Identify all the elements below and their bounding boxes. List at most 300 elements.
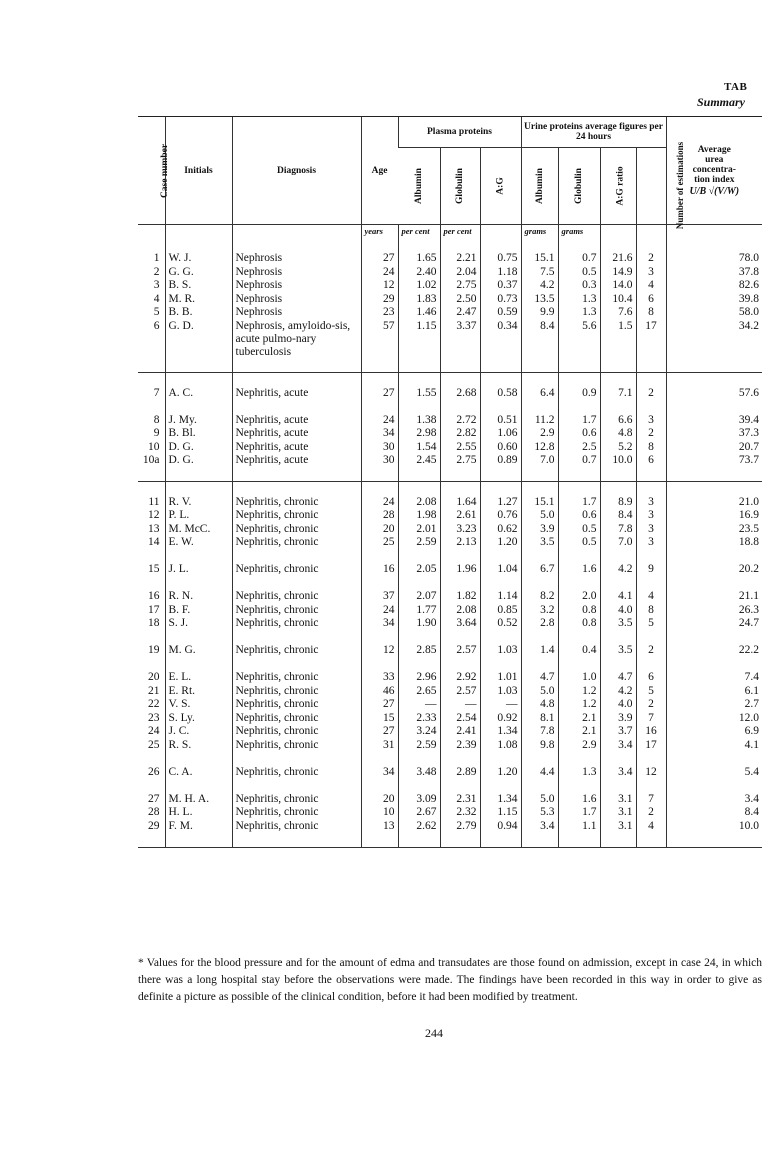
cell-uglob: 1.2	[558, 698, 600, 712]
cell-age: 24	[361, 496, 398, 510]
cell-ualb: 6.7	[521, 563, 558, 577]
cell-ag: 1.20	[480, 766, 521, 780]
col-header-plasma-albumin: Albumin	[413, 168, 424, 204]
cell-uglob: 0.6	[558, 427, 600, 441]
table-row	[138, 563, 762, 577]
cell-case: 21	[148, 684, 160, 697]
cell-ag: 0.37	[480, 279, 521, 293]
cell-initials: A. C.	[165, 387, 232, 401]
cell-initials: M. McC.	[165, 523, 232, 537]
cell-num: 2	[636, 806, 666, 820]
cell-initials: D. G.	[165, 441, 232, 455]
unit-albumin: per cent	[398, 225, 440, 239]
cell-alb: 1.54	[398, 441, 440, 455]
cell-glob: 2.61	[440, 509, 480, 523]
cell-glob: 2.08	[440, 604, 480, 618]
cell-ag: 1.06	[480, 427, 521, 441]
cell-glob: 2.50	[440, 293, 480, 307]
cell-ualb: 4.7	[521, 671, 558, 685]
table-row	[138, 427, 762, 441]
cell-urea: 23.5	[666, 523, 762, 537]
cell-ag: 1.27	[480, 496, 521, 510]
cell-glob: 2.21	[440, 252, 480, 266]
cell-ag: 1.04	[480, 563, 521, 577]
cell-diagnosis: Nephritis, chronic	[232, 698, 361, 712]
cell-uag: 3.5	[600, 644, 636, 658]
cell-ualb: 3.5	[521, 536, 558, 550]
cell-glob: 2.13	[440, 536, 480, 550]
col-header-urine-albumin: Albumin	[521, 148, 558, 225]
cell-ualb: 15.1	[521, 496, 558, 510]
cell-ag: 0.85	[480, 604, 521, 618]
cell-urea: 6.1	[666, 685, 762, 699]
cell-uglob: 0.4	[558, 644, 600, 658]
cell-diagnosis: Nephritis, chronic	[232, 563, 361, 577]
col-header-urine-ag-ratio: A:G ratio	[600, 148, 636, 225]
cell-num: 17	[636, 739, 666, 753]
cell-urea: 58.0	[666, 306, 762, 320]
cell-urea: 24.7	[666, 617, 762, 631]
cell-case: 12	[148, 509, 160, 521]
cell-urea: 78.0	[666, 252, 762, 266]
cell-ag: 0.75	[480, 252, 521, 266]
cell-ag: 0.73	[480, 293, 521, 307]
cell-ualb: 9.8	[521, 739, 558, 753]
cell-alb: 2.01	[398, 523, 440, 537]
cell-uglob: 1.7	[558, 414, 600, 428]
cell-case: 13	[148, 522, 160, 535]
cell-num: 6	[636, 293, 666, 307]
cell-diagnosis: Nephritis, chronic	[232, 671, 361, 685]
cell-alb: 2.65	[398, 685, 440, 699]
table-row	[138, 698, 762, 712]
cell-num: 3	[636, 509, 666, 523]
cell-urea: 73.7	[666, 454, 762, 468]
cell-alb: 2.59	[398, 536, 440, 550]
cell-initials: M. G.	[165, 644, 232, 658]
table-body	[138, 225, 762, 848]
table-row	[138, 712, 762, 726]
cell-age: 34	[361, 427, 398, 441]
cell-ag: 0.94	[480, 820, 521, 834]
cell-glob: 1.64	[440, 496, 480, 510]
cell-diagnosis: Nephritis, chronic	[232, 604, 361, 618]
col-header-diagnosis: Diagnosis	[232, 117, 361, 225]
table-row	[138, 320, 762, 359]
cell-num: 2	[636, 427, 666, 441]
cell-age: 13	[361, 820, 398, 834]
table-row	[138, 820, 762, 834]
cell-case: 5	[153, 306, 160, 318]
table-row	[138, 617, 762, 631]
cell-age: 27	[361, 252, 398, 266]
cell-num: 3	[636, 266, 666, 280]
cell-initials: E. L.	[165, 671, 232, 685]
cell-alb: 1.90	[398, 617, 440, 631]
cell-uglob: 0.8	[558, 604, 600, 618]
cell-uglob: 1.3	[558, 293, 600, 307]
cell-urea: 16.9	[666, 509, 762, 523]
cell-age: 27	[361, 725, 398, 739]
cell-uag: 3.4	[600, 739, 636, 753]
cell-alb: 3.24	[398, 725, 440, 739]
cell-ualb: 8.2	[521, 590, 558, 604]
cell-initials: B. S.	[165, 279, 232, 293]
table-row	[138, 671, 762, 685]
cell-initials: H. L.	[165, 806, 232, 820]
cell-ag: 1.03	[480, 644, 521, 658]
cell-alb: 2.07	[398, 590, 440, 604]
cell-diagnosis: Nephrosis	[232, 293, 361, 307]
cell-ag: 1.15	[480, 806, 521, 820]
cell-num: 3	[636, 536, 666, 550]
cell-alb: 3.09	[398, 793, 440, 807]
col-header-number-of-estimations: Number of estimations	[636, 148, 666, 225]
cell-ualb: 5.3	[521, 806, 558, 820]
cell-urea: 6.9	[666, 725, 762, 739]
cell-initials: J. C.	[165, 725, 232, 739]
cell-age: 37	[361, 590, 398, 604]
cell-ag: 0.89	[480, 454, 521, 468]
cell-uglob: 0.3	[558, 279, 600, 293]
cell-num: 5	[636, 617, 666, 631]
cell-age: 34	[361, 766, 398, 780]
cell-uag: 4.2	[600, 563, 636, 577]
table-row	[138, 496, 762, 510]
cell-diagnosis: Nephritis, chronic	[232, 523, 361, 537]
group-header-urine-proteins: Urine proteins average figures per 24 hours	[521, 117, 666, 148]
cell-alb: 1.83	[398, 293, 440, 307]
cell-uglob: 2.1	[558, 712, 600, 726]
cell-num: 2	[636, 387, 666, 401]
cell-alb: 2.45	[398, 454, 440, 468]
cell-case: 9	[153, 427, 160, 439]
cell-initials: W. J.	[165, 252, 232, 266]
cell-uglob: 2.1	[558, 725, 600, 739]
cell-uag: 1.5	[600, 320, 636, 359]
cell-glob: 1.96	[440, 563, 480, 577]
cell-diagnosis: Nephritis, acute	[232, 414, 361, 428]
cell-case: 22	[148, 698, 160, 710]
unit-urine-albumin: grams	[521, 225, 558, 239]
table-row	[138, 387, 762, 401]
cell-glob: 2.79	[440, 820, 480, 834]
cell-glob: 1.82	[440, 590, 480, 604]
cell-ualb: 8.4	[521, 320, 558, 359]
cell-ualb: 7.8	[521, 725, 558, 739]
cell-diagnosis: Nephritis, acute	[232, 387, 361, 401]
cell-age: 30	[361, 454, 398, 468]
cell-diagnosis: Nephritis, chronic	[232, 536, 361, 550]
cell-case: 23	[148, 711, 160, 724]
cell-urea: 37.3	[666, 427, 762, 441]
cell-case: 25	[148, 738, 160, 751]
cell-alb: 1.38	[398, 414, 440, 428]
table-row	[138, 454, 762, 468]
cell-glob: 2.39	[440, 739, 480, 753]
cell-initials: D. G.	[165, 454, 232, 468]
cell-diagnosis: Nephritis, chronic	[232, 685, 361, 699]
cell-uag: 3.9	[600, 712, 636, 726]
cell-initials: S. J.	[165, 617, 232, 631]
cell-uag: 7.6	[600, 306, 636, 320]
cell-age: 31	[361, 739, 398, 753]
cell-case: 4	[153, 292, 160, 305]
col-header-initials: Initials	[165, 117, 232, 225]
table-header	[138, 117, 762, 230]
cell-glob: 2.54	[440, 712, 480, 726]
cell-diagnosis: Nephritis, acute	[232, 427, 361, 441]
cell-urea: 2.7	[666, 698, 762, 712]
cell-initials: G. D.	[165, 320, 232, 359]
cell-diagnosis: Nephritis, chronic	[232, 806, 361, 820]
cell-age: 20	[361, 793, 398, 807]
cell-alb: 1.46	[398, 306, 440, 320]
cell-ualb: 7.5	[521, 266, 558, 280]
cell-ualb: 4.8	[521, 698, 558, 712]
cell-uglob: 0.5	[558, 266, 600, 280]
cell-uag: 4.8	[600, 427, 636, 441]
cell-ualb: 9.9	[521, 306, 558, 320]
table-row	[138, 766, 762, 780]
cell-diagnosis: Nephritis, chronic	[232, 617, 361, 631]
cell-urea: 34.2	[666, 320, 762, 359]
cell-age: 24	[361, 266, 398, 280]
cell-ag: 1.08	[480, 739, 521, 753]
cell-uag: 4.0	[600, 698, 636, 712]
urea-formula: U/B √(V/W)	[689, 185, 740, 197]
table-row	[138, 604, 762, 618]
cell-glob: 2.75	[440, 279, 480, 293]
cell-age: 20	[361, 523, 398, 537]
cell-urea: 12.0	[666, 712, 762, 726]
cell-num: 17	[636, 320, 666, 359]
cell-ualb: 5.0	[521, 685, 558, 699]
cell-initials: M. H. A.	[165, 793, 232, 807]
cell-uag: 10.0	[600, 454, 636, 468]
cell-alb: 1.65	[398, 252, 440, 266]
cell-num: 6	[636, 454, 666, 468]
cell-diagnosis: Nephrosis	[232, 279, 361, 293]
cell-uag: 7.1	[600, 387, 636, 401]
table-row	[138, 725, 762, 739]
cell-case: 10a	[142, 454, 160, 466]
cell-num: 16	[636, 725, 666, 739]
table-row	[138, 523, 762, 537]
cell-ag: 1.20	[480, 536, 521, 550]
cell-uag: 8.4	[600, 509, 636, 523]
cell-urea: 39.8	[666, 293, 762, 307]
cell-uag: 3.7	[600, 725, 636, 739]
cell-ag: 0.62	[480, 523, 521, 537]
cell-age: 12	[361, 644, 398, 658]
cell-ualb: 3.9	[521, 523, 558, 537]
table-row	[138, 279, 762, 293]
cell-urea: 26.3	[666, 604, 762, 618]
cell-case: 20	[148, 671, 160, 683]
cell-uglob: 0.8	[558, 617, 600, 631]
cell-alb: 2.40	[398, 266, 440, 280]
cell-ualb: 6.4	[521, 387, 558, 401]
cell-alb: 2.96	[398, 671, 440, 685]
cell-ag: 0.58	[480, 387, 521, 401]
cell-case: 1	[153, 252, 160, 264]
cell-ag: —	[480, 698, 521, 712]
cell-age: 30	[361, 441, 398, 455]
cell-initials: J. L.	[165, 563, 232, 577]
unit-urine-globulin: grams	[558, 225, 600, 239]
cell-uag: 7.8	[600, 523, 636, 537]
cell-age: 23	[361, 306, 398, 320]
cell-alb: 1.15	[398, 320, 440, 359]
table-row	[138, 293, 762, 307]
cell-diagnosis: Nephrosis	[232, 252, 361, 266]
cell-ualb: 4.4	[521, 766, 558, 780]
cell-uag: 5.2	[600, 441, 636, 455]
cell-num: 4	[636, 279, 666, 293]
cell-diagnosis: Nephrosis	[232, 266, 361, 280]
units-row	[138, 225, 762, 239]
cell-age: 12	[361, 279, 398, 293]
unit-age: years	[361, 225, 398, 239]
cell-case: 28	[148, 806, 160, 818]
cell-alb: 3.48	[398, 766, 440, 780]
cell-initials: J. My.	[165, 414, 232, 428]
cell-urea: 3.4	[666, 793, 762, 807]
cell-initials: E. Rt.	[165, 685, 232, 699]
cell-case: 15	[148, 563, 160, 575]
cell-uglob: 2.5	[558, 441, 600, 455]
cell-urea: 18.8	[666, 536, 762, 550]
cell-ag: 0.51	[480, 414, 521, 428]
cell-age: 24	[361, 414, 398, 428]
cell-glob: 2.55	[440, 441, 480, 455]
cell-glob: 2.04	[440, 266, 480, 280]
cell-initials: C. A.	[165, 766, 232, 780]
cell-alb: 2.85	[398, 644, 440, 658]
cell-ag: 0.52	[480, 617, 521, 631]
cell-diagnosis: Nephritis, chronic	[232, 712, 361, 726]
cell-case: 18	[148, 617, 160, 629]
cell-age: 29	[361, 293, 398, 307]
cell-uglob: 2.9	[558, 739, 600, 753]
cell-ag: 1.34	[480, 793, 521, 807]
cell-uglob: 0.9	[558, 387, 600, 401]
cell-glob: 2.75	[440, 454, 480, 468]
cell-ualb: 5.0	[521, 509, 558, 523]
cell-alb: 2.33	[398, 712, 440, 726]
col-header-plasma-globulin: Globulin	[440, 148, 480, 225]
cell-initials: B. F.	[165, 604, 232, 618]
cell-initials: M. R.	[165, 293, 232, 307]
cell-num: 4	[636, 590, 666, 604]
cell-uglob: 5.6	[558, 320, 600, 359]
cell-case: 2	[153, 265, 160, 278]
cell-case: 27	[148, 792, 160, 805]
cell-diagnosis: Nephritis, chronic	[232, 725, 361, 739]
cell-age: 28	[361, 509, 398, 523]
cell-ualb: 2.9	[521, 427, 558, 441]
cell-case: 26	[148, 765, 160, 778]
cell-case: 8	[153, 413, 160, 426]
cell-num: 8	[636, 441, 666, 455]
cell-urea: 82.6	[666, 279, 762, 293]
cell-uglob: 1.3	[558, 766, 600, 780]
cell-urea: 20.7	[666, 441, 762, 455]
cell-num: 8	[636, 306, 666, 320]
cell-uag: 4.7	[600, 671, 636, 685]
cell-age: 24	[361, 604, 398, 618]
table-row	[138, 739, 762, 753]
page-number: 244	[425, 1026, 443, 1040]
col-header-plasma-ag: A:G	[480, 148, 521, 225]
cell-glob: 3.37	[440, 320, 480, 359]
cell-ualb: 4.2	[521, 279, 558, 293]
cell-ualb: 1.4	[521, 644, 558, 658]
cell-initials: G. G.	[165, 266, 232, 280]
table-row	[138, 793, 762, 807]
cell-glob: 3.64	[440, 617, 480, 631]
cell-urea: 7.4	[666, 671, 762, 685]
cell-num: 2	[636, 644, 666, 658]
table-row	[138, 536, 762, 550]
table-row	[138, 644, 762, 658]
cell-case: 14	[148, 536, 160, 548]
col-header-age: Age	[361, 117, 398, 225]
cell-num: 12	[636, 766, 666, 780]
cell-glob: 2.32	[440, 806, 480, 820]
cell-alb: 2.59	[398, 739, 440, 753]
cell-glob: 2.82	[440, 427, 480, 441]
col-header-urea-index: Average urea concentra- tion index U/B √(V/W)	[666, 117, 762, 225]
cell-age: 16	[361, 563, 398, 577]
cell-ualb: 2.8	[521, 617, 558, 631]
table-row	[138, 590, 762, 604]
cell-uag: 7.0	[600, 536, 636, 550]
cell-diagnosis: Nephritis, acute	[232, 454, 361, 468]
cell-diagnosis: Nephritis, chronic	[232, 644, 361, 658]
cell-urea: 37.8	[666, 266, 762, 280]
cell-glob: 2.31	[440, 793, 480, 807]
cell-alb: 2.62	[398, 820, 440, 834]
cell-initials: S. Ly.	[165, 712, 232, 726]
cell-ualb: 8.1	[521, 712, 558, 726]
cell-urea: 21.0	[666, 496, 762, 510]
cell-alb: 2.08	[398, 496, 440, 510]
cell-age: 46	[361, 685, 398, 699]
cell-num: 2	[636, 698, 666, 712]
cell-age: 10	[361, 806, 398, 820]
cell-num: 3	[636, 523, 666, 537]
cell-ag: 1.18	[480, 266, 521, 280]
cell-diagnosis: Nephritis, chronic	[232, 509, 361, 523]
cell-diagnosis: Nephritis, chronic	[232, 739, 361, 753]
cell-age: 27	[361, 387, 398, 401]
cell-alb: 2.05	[398, 563, 440, 577]
cell-age: 27	[361, 698, 398, 712]
table-row	[138, 414, 762, 428]
cell-glob: 2.41	[440, 725, 480, 739]
cell-urea: 22.2	[666, 644, 762, 658]
footnote: * Values for the blood pressure and for the amount of edma and transudates are those found on admission, except in case 24, in which there was a long hospital stay before the observations were made. The findings have been recorded in this way in order to give as definite a picture as possible of the clinical condition, before it had been modified by treatment.	[138, 957, 762, 1003]
cell-uglob: 1.0	[558, 671, 600, 685]
cell-uglob: 1.6	[558, 793, 600, 807]
cell-case: 11	[148, 495, 160, 508]
cell-urea: 20.2	[666, 563, 762, 577]
cell-num: 2	[636, 252, 666, 266]
cell-urea: 57.6	[666, 387, 762, 401]
cell-num: 3	[636, 496, 666, 510]
